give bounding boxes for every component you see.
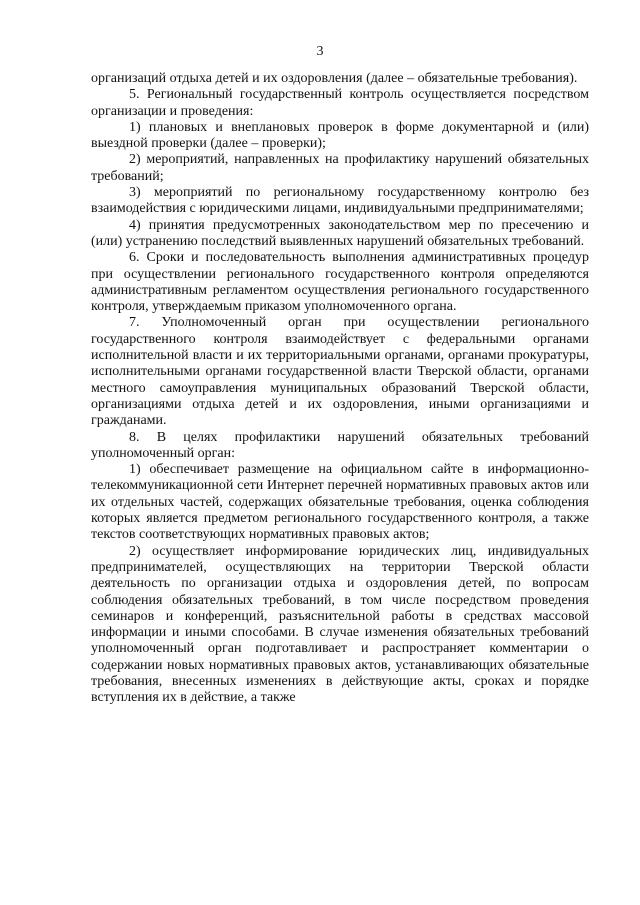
paragraph-item-8: 8. В целях профилактики нарушений обязательных требований уполномоченный орган: — [91, 429, 589, 461]
paragraph-item-5-2: 2) мероприятий, направленных на профилактику нарушений обязательных требований; — [91, 152, 589, 184]
paragraph-item-5-4: 4) принятия предусмотренных законодательством мер по пресечению и (или) устранению последствий выявленных нарушений обязательных требований. — [91, 217, 589, 249]
paragraph-continuation: организаций отдыха детей и их оздоровления (далее – обязательные требования). — [91, 71, 578, 86]
paragraph-item-8-1: 1) обеспечивает размещение на официальном сайте в информационно-телекоммуникационной сети Интернет перечней нормативных правовых актов или их отдельных частей, содержащих обязательные требования, оценка соблюдения которых является предметом регионального государственного контроля, а также текстов соответствующих нормативных правовых актов; — [91, 462, 589, 543]
paragraph-item-5: 5. Региональный государственный контроль осуществляется посредством организации и проведения: — [91, 87, 589, 119]
paragraph-item-5-1: 1) плановых и внеплановых проверок в форме документарной и (или) выездной проверки (далее – проверки); — [91, 119, 589, 152]
paragraph-item-7: 7. Уполномоченный орган при осуществлении регионального государственного контроля взаимодействует с федеральными органами исполнительной власти и их территориальными органами, органами прокуратуры, исполнительными органами государственной власти Тверской области, органами местного самоуправления муниципальных образований Тверской области, организациями отдыха детей и их оздоровления, иными организациями и гражданами. — [91, 315, 589, 429]
page-number: 3 — [316, 44, 324, 59]
paragraph-item-8-2: 2) осуществляет информирование юридических лиц, индивидуальных предпринимателей, осуществляющих на территории Тверской области деятельность по организации отдыха и оздоровления детей, по вопросам соблюдения обязательных требований, в том числе посредством проведения семинаров и конференций, разъяснительной работы в средствах массовой информации и иными способами. В случае изменения обязательных требований уполномоченный орган подготавливает и распространяет комментарии о содержании новых нормативных правовых актов, устанавливающих обязательные требования, внесенных изменениях в действующие акты, сроках и порядке вступления их в действие, а также — [91, 543, 589, 706]
paragraph-item-6: 6. Сроки и последовательность выполнения административных процедур при осуществлении регионального государственного контроля определяются административным регламентом осуществления регионального государственного контроля, утверждаемым приказом уполномоченного органа. — [91, 250, 589, 315]
paragraph-item-5-3: 3) мероприятий по региональному государственному контролю без взаимодействия с юридическими лицами, индивидуальными предпринимателями; — [91, 185, 589, 217]
document-body — [91, 71, 589, 707]
